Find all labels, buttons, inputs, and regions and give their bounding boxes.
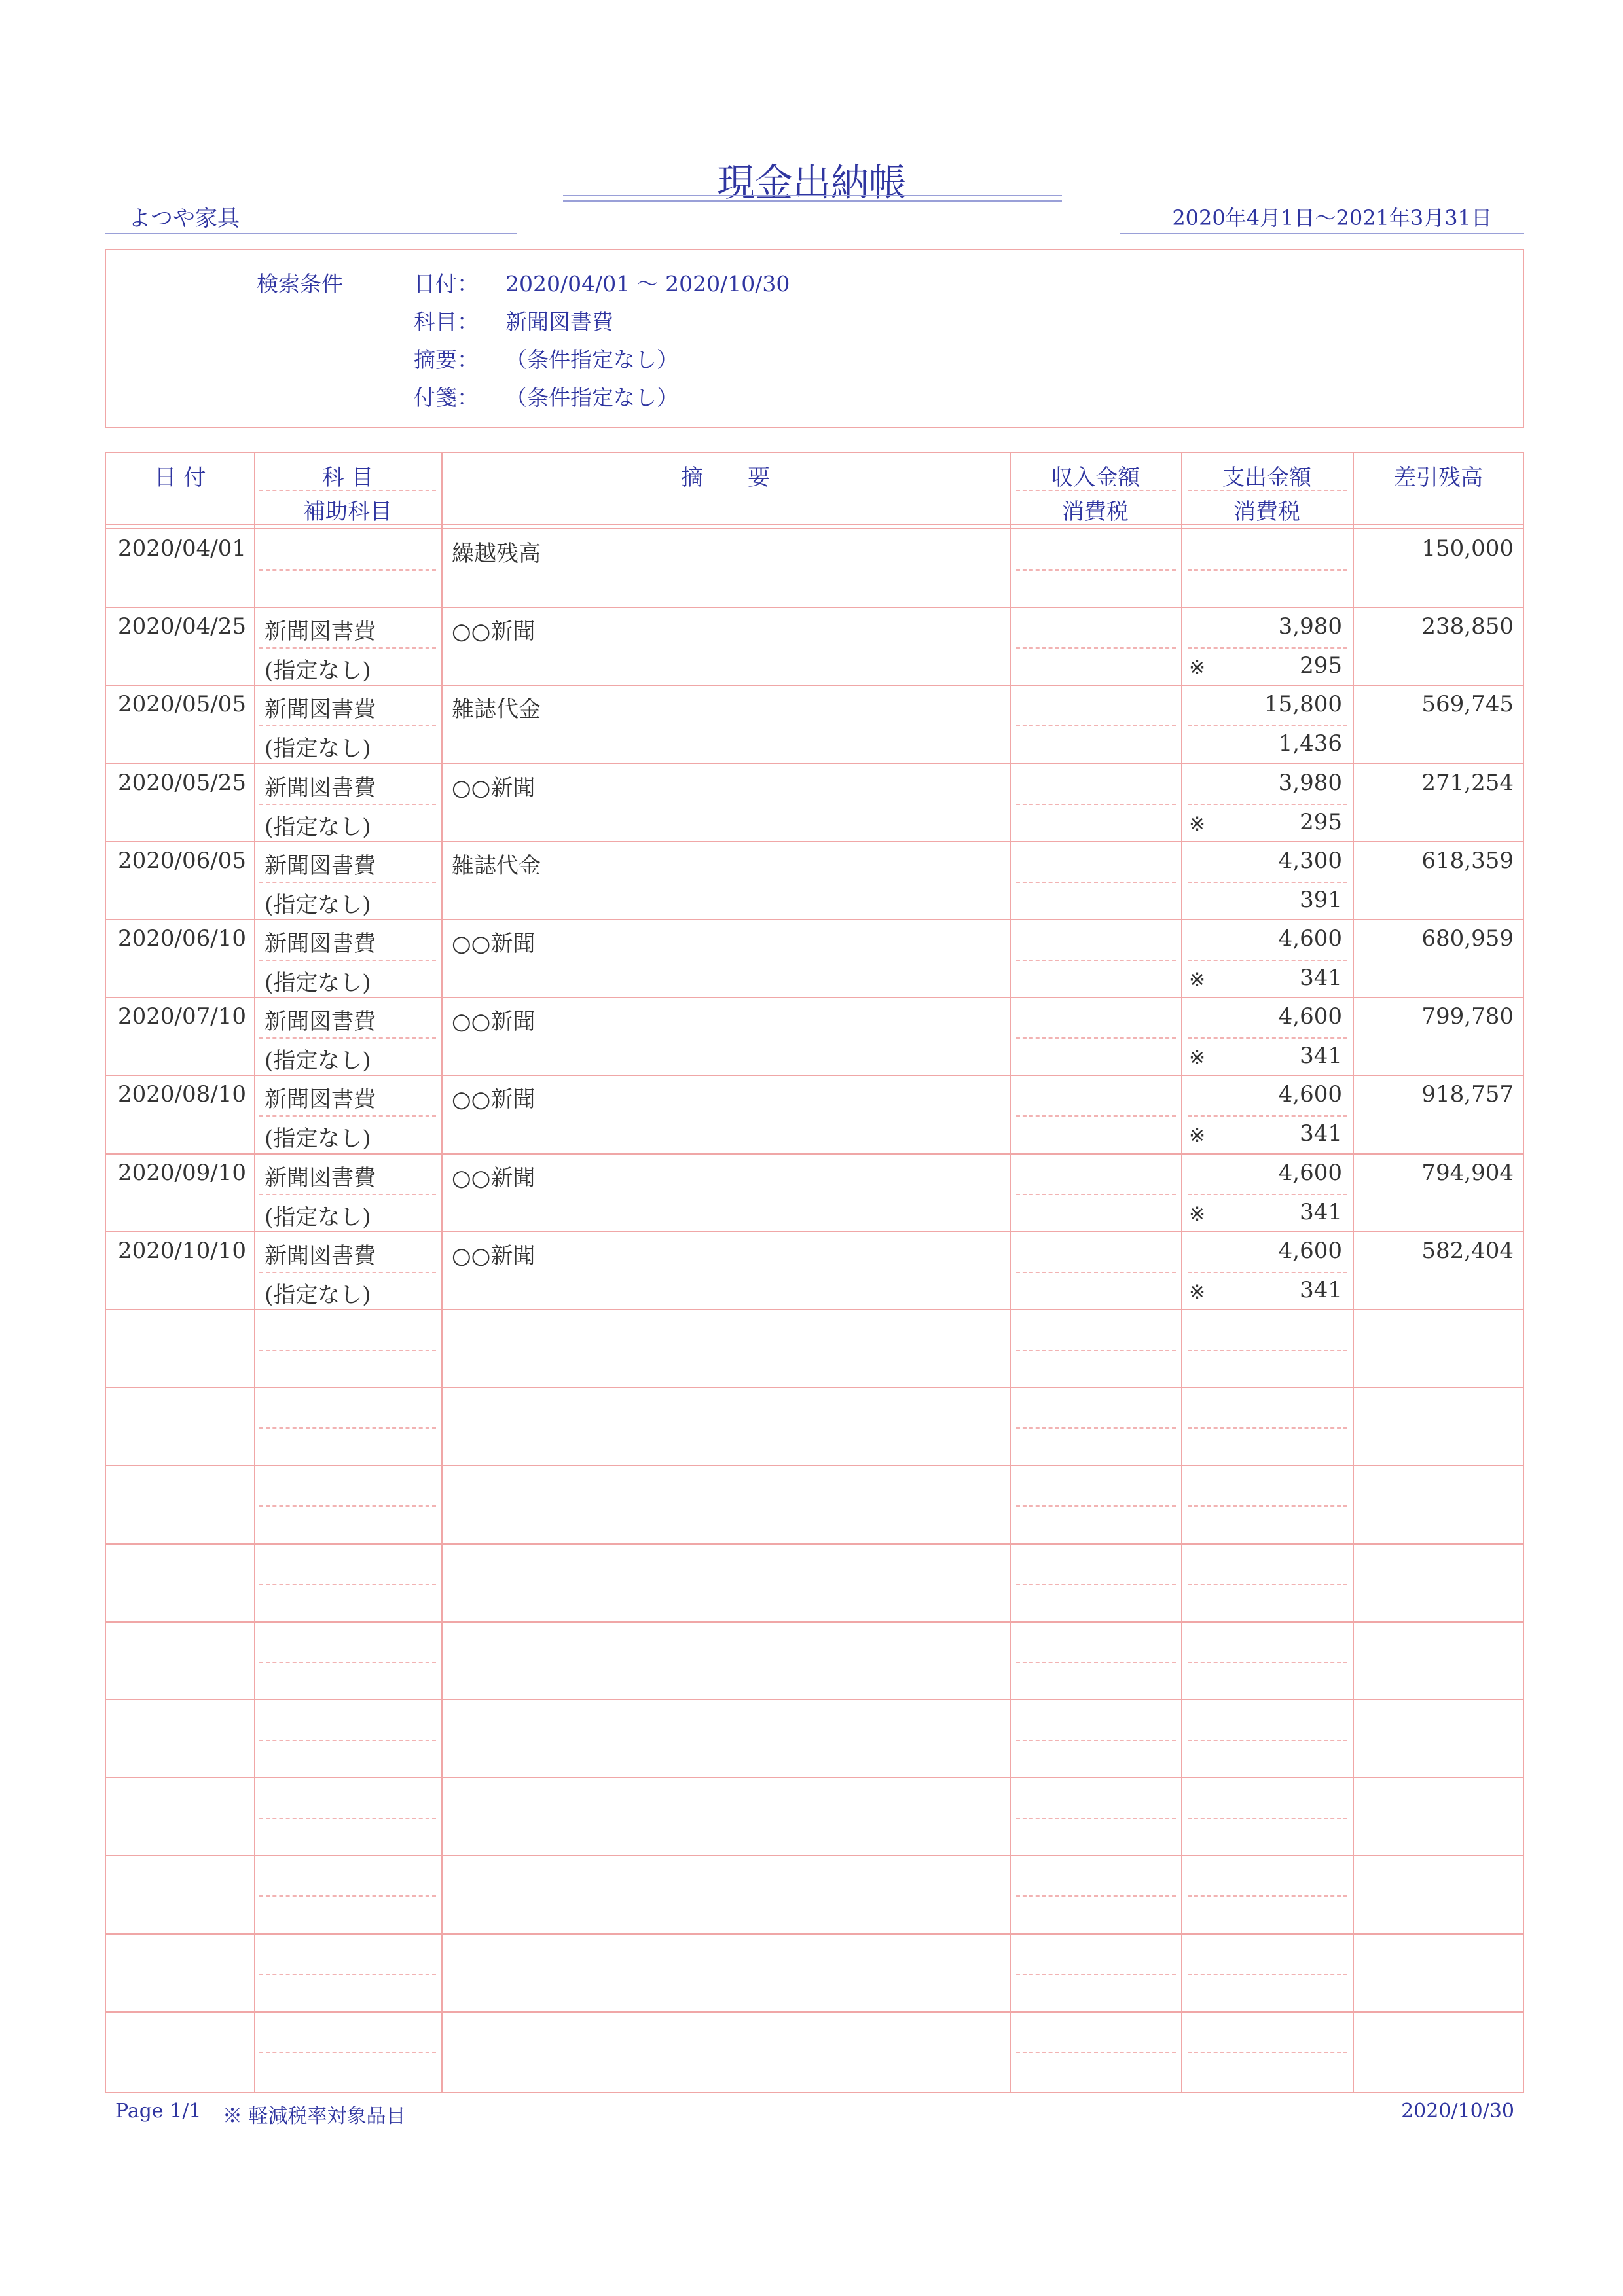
row-sub-account: (指定なし) — [264, 1048, 371, 1075]
row-inner-divider — [1016, 1662, 1176, 1663]
row-inner-divider — [1188, 1505, 1347, 1507]
header-account: 科 目 — [321, 465, 374, 491]
row-inner-divider — [1188, 1272, 1347, 1273]
row-account: 新聞図書費 — [264, 1086, 376, 1113]
row-separator — [106, 685, 1523, 686]
row-date: 2020/04/25 — [118, 613, 246, 640]
row-expense-tax: 341 — [1300, 1276, 1342, 1303]
row-sub-account: (指定なし) — [264, 970, 371, 996]
row-inner-divider — [1188, 1350, 1347, 1351]
row-inner-divider — [1188, 1115, 1347, 1117]
row-inner-divider — [1188, 1584, 1347, 1585]
row-expense: 4,600 — [1278, 1081, 1342, 1108]
row-date: 2020/06/05 — [118, 847, 246, 874]
reduced-tax-mark: ※ — [1189, 1202, 1206, 1226]
header-divider — [1016, 490, 1176, 491]
row-separator — [106, 1699, 1523, 1700]
row-separator — [106, 997, 1523, 998]
reduced-tax-mark: ※ — [1189, 969, 1206, 992]
row-summary: ○○新聞 — [452, 1086, 536, 1113]
row-inner-divider — [1016, 1895, 1176, 1897]
row-inner-divider — [1188, 569, 1347, 571]
row-balance: 794,904 — [1421, 1159, 1514, 1186]
row-expense: 4,600 — [1278, 925, 1342, 952]
cash-ledger-table — [105, 452, 1524, 2093]
row-expense: 4,600 — [1278, 1237, 1342, 1264]
row-separator — [106, 1621, 1523, 1623]
row-inner-divider — [259, 725, 436, 726]
row-inner-divider — [259, 1818, 436, 1819]
row-inner-divider — [1016, 1584, 1176, 1585]
row-inner-divider — [259, 1194, 436, 1195]
row-inner-divider — [1188, 1895, 1347, 1897]
reduced-tax-mark: ※ — [1189, 1280, 1206, 1304]
row-inner-divider — [259, 1272, 436, 1273]
reduced-tax-mark: ※ — [1189, 656, 1206, 680]
row-inner-divider — [1188, 882, 1347, 883]
row-account: 新聞図書費 — [264, 852, 376, 879]
row-summary: 繰越残高 — [452, 541, 541, 567]
period-underline — [1120, 233, 1524, 234]
date-condition-value: 2020/04/01 〜 2020/10/30 — [505, 271, 790, 296]
row-summary: ○○新聞 — [452, 619, 536, 645]
row-inner-divider — [1188, 1818, 1347, 1819]
row-expense-tax: 341 — [1300, 1043, 1342, 1069]
reduced-tax-mark: ※ — [1189, 812, 1206, 836]
header-summary: 摘 要 — [681, 465, 770, 491]
row-balance: 799,780 — [1421, 1003, 1514, 1030]
row-separator — [106, 1543, 1523, 1545]
row-expense-tax: 341 — [1300, 1198, 1342, 1225]
row-separator — [106, 1387, 1523, 1388]
row-inner-divider — [1188, 1740, 1347, 1741]
reduced-tax-note: ※ 軽減税率対象品目 — [223, 2105, 406, 2128]
row-date: 2020/08/10 — [118, 1081, 246, 1108]
account-condition-label: 科目： — [414, 309, 479, 334]
row-balance: 569,745 — [1421, 691, 1514, 718]
row-inner-divider — [259, 1974, 436, 1975]
row-inner-divider — [1016, 1740, 1176, 1741]
row-account: 新聞図書費 — [264, 1242, 376, 1269]
header-bottom-line — [106, 524, 1523, 525]
row-inner-divider — [1016, 2052, 1176, 2053]
row-inner-divider — [1016, 804, 1176, 805]
row-expense: 3,980 — [1278, 613, 1342, 640]
row-inner-divider — [1016, 1194, 1176, 1195]
date-condition-label: 日付： — [414, 271, 479, 296]
row-account: 新聞図書費 — [264, 774, 376, 801]
header-expense: 支出金額 — [1222, 465, 1311, 491]
row-separator — [106, 1231, 1523, 1232]
row-inner-divider — [1016, 569, 1176, 571]
row-inner-divider — [1016, 960, 1176, 961]
row-date: 2020/05/25 — [118, 769, 246, 796]
header-sub-account: 補助科目 — [303, 499, 392, 525]
row-inner-divider — [1188, 1427, 1347, 1429]
row-inner-divider — [1188, 647, 1347, 649]
title-underline-double — [563, 200, 1062, 202]
row-inner-divider — [1188, 1974, 1347, 1975]
row-expense-tax: 341 — [1300, 1121, 1342, 1147]
row-expense-tax: 295 — [1300, 653, 1342, 679]
row-balance: 238,850 — [1421, 613, 1514, 640]
row-account: 新聞図書費 — [264, 1009, 376, 1035]
row-summary: ○○新聞 — [452, 1009, 536, 1035]
row-account: 新聞図書費 — [264, 619, 376, 645]
print-date: 2020/10/30 — [1401, 2100, 1514, 2123]
row-expense-tax: 341 — [1300, 965, 1342, 991]
reduced-tax-mark: ※ — [1189, 1124, 1206, 1148]
row-inner-divider — [259, 1662, 436, 1663]
page-number: Page 1/1 — [115, 2100, 202, 2123]
header-divider — [1188, 490, 1347, 491]
row-date: 2020/09/10 — [118, 1159, 246, 1186]
row-separator — [106, 763, 1523, 764]
row-inner-divider — [259, 804, 436, 805]
row-sub-account: (指定なし) — [264, 1204, 371, 1230]
row-inner-divider — [259, 1895, 436, 1897]
row-balance: 582,404 — [1421, 1237, 1514, 1264]
header-balance: 差引残高 — [1394, 465, 1483, 491]
row-sub-account: (指定なし) — [264, 658, 371, 685]
header-date: 日 付 — [154, 465, 206, 491]
search-conditions-box — [105, 249, 1524, 428]
row-separator — [106, 1855, 1523, 1856]
row-separator — [106, 919, 1523, 920]
row-expense: 15,800 — [1264, 691, 1342, 718]
row-balance: 618,359 — [1421, 847, 1514, 874]
summary-condition-label: 摘要： — [414, 347, 479, 372]
row-summary: ○○新聞 — [452, 774, 536, 801]
tag-condition-label: 付箋： — [414, 385, 479, 410]
row-inner-divider — [259, 647, 436, 649]
row-inner-divider — [259, 569, 436, 571]
row-inner-divider — [259, 1115, 436, 1117]
row-inner-divider — [259, 1584, 436, 1585]
row-summary: ○○新聞 — [452, 1242, 536, 1269]
row-separator — [106, 607, 1523, 608]
row-inner-divider — [1188, 1662, 1347, 1663]
row-separator — [106, 841, 1523, 842]
row-expense-tax: 295 — [1300, 808, 1342, 835]
column-divider — [441, 453, 443, 2092]
row-balance: 271,254 — [1421, 769, 1514, 796]
row-inner-divider — [259, 1505, 436, 1507]
header-income-tax: 消費税 — [1062, 499, 1129, 525]
column-divider — [1010, 453, 1011, 2092]
row-inner-divider — [1016, 882, 1176, 883]
fiscal-period: 2020年4月1日〜2021年3月31日 — [1172, 206, 1492, 230]
header-divider — [259, 490, 436, 491]
row-balance: 918,757 — [1421, 1081, 1514, 1108]
row-separator — [106, 2011, 1523, 2013]
row-expense: 4,600 — [1278, 1003, 1342, 1030]
row-inner-divider — [1188, 1194, 1347, 1195]
row-account: 新聞図書費 — [264, 931, 376, 957]
row-date: 2020/10/10 — [118, 1237, 246, 1264]
header-expense-tax: 消費税 — [1233, 499, 1300, 525]
row-inner-divider — [1188, 725, 1347, 726]
row-expense-tax: 391 — [1300, 886, 1342, 913]
row-expense: 4,600 — [1278, 1159, 1342, 1186]
header-income: 収入金額 — [1051, 465, 1140, 491]
document-title: 現金出納帳 — [716, 160, 907, 205]
row-date: 2020/07/10 — [118, 1003, 246, 1030]
row-inner-divider — [1188, 804, 1347, 805]
row-date: 2020/05/05 — [118, 691, 246, 718]
row-account: 新聞図書費 — [264, 1164, 376, 1191]
account-condition-value: 新聞図書費 — [505, 309, 613, 334]
row-separator — [106, 1075, 1523, 1076]
row-date: 2020/06/10 — [118, 925, 246, 952]
row-inner-divider — [1016, 1037, 1176, 1039]
summary-condition-value: （条件指定なし） — [505, 347, 678, 372]
row-inner-divider — [259, 1427, 436, 1429]
column-divider — [1353, 453, 1354, 2092]
row-summary: ○○新聞 — [452, 1164, 536, 1191]
row-inner-divider — [259, 960, 436, 961]
row-expense-tax: 1,436 — [1278, 730, 1342, 757]
row-summary: 雑誌代金 — [452, 852, 541, 879]
row-inner-divider — [1016, 1115, 1176, 1117]
row-inner-divider — [1016, 1427, 1176, 1429]
title-underline — [563, 195, 1062, 196]
search-heading: 検索条件 — [257, 271, 343, 296]
row-sub-account: (指定なし) — [264, 736, 371, 762]
row-summary: ○○新聞 — [452, 931, 536, 957]
row-separator — [106, 1309, 1523, 1310]
row-separator — [106, 1465, 1523, 1466]
row-sub-account: (指定なし) — [264, 891, 371, 918]
row-sub-account: (指定なし) — [264, 1126, 371, 1153]
row-expense: 3,980 — [1278, 769, 1342, 796]
header-bottom-line-double — [106, 528, 1523, 529]
row-separator — [106, 1777, 1523, 1778]
column-divider — [254, 453, 255, 2092]
row-inner-divider — [259, 1037, 436, 1039]
tag-condition-value: （条件指定なし） — [505, 385, 678, 410]
row-date: 2020/04/01 — [118, 535, 246, 562]
row-expense: 4,300 — [1278, 847, 1342, 874]
row-inner-divider — [1188, 960, 1347, 961]
row-separator — [106, 1153, 1523, 1155]
row-inner-divider — [1188, 1037, 1347, 1039]
column-divider — [1181, 453, 1182, 2092]
row-summary: 雑誌代金 — [452, 696, 541, 723]
row-balance: 680,959 — [1421, 925, 1514, 952]
row-inner-divider — [1016, 647, 1176, 649]
row-inner-divider — [1016, 725, 1176, 726]
row-inner-divider — [1016, 1350, 1176, 1351]
company-underline — [105, 233, 517, 234]
row-inner-divider — [1016, 1974, 1176, 1975]
row-inner-divider — [1016, 1272, 1176, 1273]
row-inner-divider — [1016, 1505, 1176, 1507]
row-sub-account: (指定なし) — [264, 814, 371, 840]
row-separator — [106, 1933, 1523, 1935]
reduced-tax-mark: ※ — [1189, 1047, 1206, 1070]
row-inner-divider — [259, 2052, 436, 2053]
company-name: よつや家具 — [128, 206, 240, 232]
row-inner-divider — [259, 882, 436, 883]
row-balance: 150,000 — [1421, 535, 1514, 562]
row-inner-divider — [259, 1740, 436, 1741]
row-inner-divider — [1188, 2052, 1347, 2053]
row-inner-divider — [1016, 1818, 1176, 1819]
row-account: 新聞図書費 — [264, 696, 376, 723]
row-sub-account: (指定なし) — [264, 1282, 371, 1308]
row-inner-divider — [259, 1350, 436, 1351]
